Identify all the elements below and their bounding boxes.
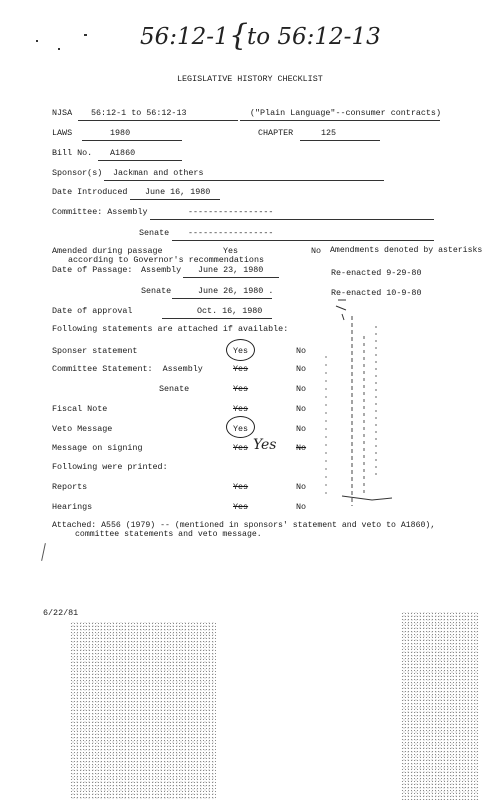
yes-circle (226, 339, 255, 361)
redaction-scribble (312, 296, 402, 516)
date-introduced-underline (130, 199, 220, 200)
printed-row-yes: Yes (233, 482, 249, 492)
page-title: LEGISLATIVE HISTORY CHECKLIST (177, 74, 323, 84)
passage-assembly-label: Assembly (141, 265, 182, 275)
committee-assembly-value: ----------------- (188, 207, 274, 217)
attached-line-1: Attached: A556 (1979) -- (mentioned in sponsors' statement and veto to A1860), (52, 521, 436, 530)
amended-label: Amended during passage (52, 246, 163, 256)
passage-senate-underline (172, 298, 272, 299)
committee-assembly-label: Committee: Assembly (52, 207, 148, 217)
chapter-value: 125 (321, 128, 337, 138)
printed-row-label: Reports (52, 482, 88, 492)
date-introduced-label: Date Introduced (52, 187, 128, 197)
reenacted-1: Re-enacted 9-29-80 (331, 268, 422, 278)
printed-intro: Following were printed: (52, 462, 168, 472)
njsa-value: 56:12-1 to 56:12-13 (91, 108, 187, 118)
statement-row-yes: Yes (233, 404, 249, 414)
committee-assembly-underline (150, 219, 434, 220)
printed-row-yes: Yes (233, 502, 249, 512)
scan-noise-right (401, 612, 479, 800)
chapter-underline (300, 140, 380, 141)
statement-row-yes: Yes (233, 364, 249, 374)
chapter-label: CHAPTER (258, 128, 294, 138)
statement-row-label: Veto Message (52, 424, 113, 434)
passage-assembly-date: June 23, 1980 (198, 265, 264, 275)
date-introduced-value: June 16, 1980 (145, 187, 211, 197)
bill-value: A1860 (110, 148, 136, 158)
laws-value: 1980 (110, 128, 131, 138)
margin-mark (41, 543, 46, 561)
approval-label: Date of approval (52, 306, 133, 316)
statement-row-label: Message on signing (52, 443, 143, 453)
scan-speck (58, 48, 60, 50)
attached-line-2: committee statements and veto message. (75, 530, 262, 539)
statement-row-label: Fiscal Note (52, 404, 108, 414)
statement-row-label: Sponser statement (52, 346, 138, 356)
statement-row-no: No (296, 404, 307, 414)
date-passage-label: Date of Passage: (52, 265, 133, 275)
committee-senate-value: ----------------- (188, 228, 274, 238)
governor-note: according to Governor's recommendations (68, 255, 265, 265)
committee-senate-label: Senate (139, 228, 170, 238)
bill-underline (98, 160, 182, 161)
amended-yes: Yes (223, 246, 239, 256)
printed-row-label: Hearings (52, 502, 93, 512)
handwritten-title-right: to 56:12-13 (247, 24, 381, 50)
laws-label: LAWS (52, 128, 73, 138)
statement-row-yes: Yes (233, 384, 249, 394)
statement-row-no: No (296, 384, 307, 394)
committee-senate-underline (172, 240, 434, 241)
passage-senate-date: June 26, 1980 . (198, 286, 274, 296)
njsa-note: ("Plain Language"--consumer contracts) (250, 108, 441, 118)
reenacted-2: Re-enacted 10-9-80 (331, 288, 422, 298)
statement-row-no: No (296, 443, 307, 453)
passage-senate-label: Senate (141, 286, 172, 296)
approval-date: Oct. 16, 1980 (197, 306, 263, 316)
statement-row-label: Committee Statement: Assembly (52, 364, 203, 374)
statement-row-yes: Yes (233, 443, 249, 453)
laws-underline (82, 140, 182, 141)
bill-label: Bill No. (52, 148, 93, 158)
sponsor-underline (104, 180, 384, 181)
njsa-label: NJSA (52, 108, 73, 118)
sponsor-value: Jackman and others (113, 168, 204, 178)
statement-row-no: No (296, 424, 307, 434)
statement-row-yes: Yes (233, 424, 249, 434)
statement-row-no: No (296, 364, 307, 374)
scan-noise-left (70, 622, 216, 800)
printed-row-no: No (296, 502, 307, 512)
scan-speck (36, 40, 38, 42)
statements-intro: Following statements are attached if available: (52, 324, 289, 334)
statement-row-no: No (296, 346, 307, 356)
handwritten-yes: Yes (253, 437, 277, 453)
amendments-note: Amendments denoted by asterisks (330, 246, 483, 255)
handwritten-bracket: { (229, 18, 249, 53)
yes-circle (226, 416, 255, 438)
printed-row-no: No (296, 482, 307, 492)
approval-underline (162, 318, 272, 319)
passage-assembly-underline (183, 277, 279, 278)
handwritten-title-left: 56:12-1 (140, 24, 229, 50)
sponsor-label: Sponsor(s) (52, 168, 103, 178)
footer-date: 6/22/81 (43, 608, 79, 618)
njsa-underline (78, 120, 238, 121)
scan-speck (84, 34, 87, 36)
njsa-note-underline (240, 120, 440, 121)
statement-row-yes: Yes (233, 346, 249, 356)
statement-row-label: Senate (159, 384, 190, 394)
amended-no: No (311, 246, 322, 256)
